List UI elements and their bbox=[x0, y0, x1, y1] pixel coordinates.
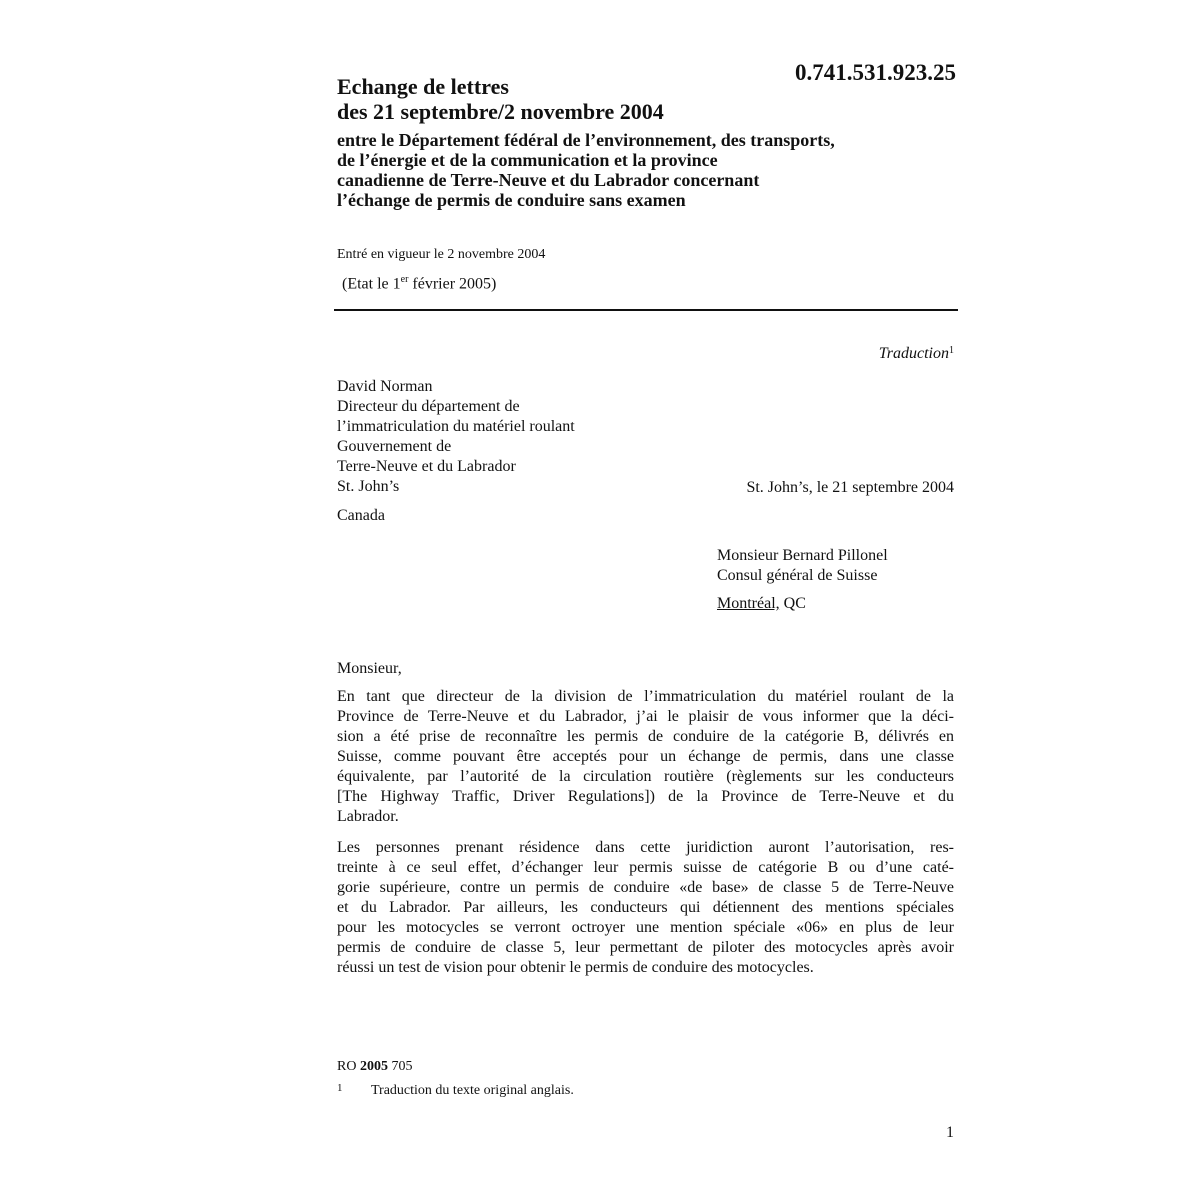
state-suffix: février 2005) bbox=[408, 275, 497, 293]
header-divider bbox=[334, 309, 958, 311]
paragraph-line: gorie supérieure, contre un permis de conduire «de base» de classe 5 de Terre-Neuve bbox=[337, 879, 954, 896]
sender-address bbox=[337, 377, 575, 497]
paragraph-line: Suisse, comme pouvant être acceptés pour un échange de permis, dans une classe bbox=[337, 748, 954, 765]
paragraph-line: treinte à ce seul effet, d’échanger leur permis suisse de catégorie B ou d’une caté- bbox=[337, 859, 954, 876]
footnote-number: 1 bbox=[337, 1082, 343, 1094]
sender-line: Gouvernement de bbox=[337, 438, 452, 455]
paragraph-line: et du Labrador. Par ailleurs, les conducteurs qui détiennent des mentions spéciales bbox=[337, 899, 954, 916]
paragraph-line: Labrador. bbox=[337, 808, 399, 825]
paragraph-2 bbox=[337, 838, 954, 978]
recipient-line: Consul général de Suisse bbox=[717, 567, 878, 584]
subtitle-line: de l’énergie et de la communication et la province bbox=[337, 150, 718, 170]
recipient-province: QC bbox=[779, 595, 806, 612]
recipient-city-line bbox=[717, 594, 806, 614]
entry-into-force: Entré en vigueur le 2 novembre 2004 bbox=[337, 247, 546, 262]
place-and-date: St. John’s, le 21 septembre 2004 bbox=[746, 479, 954, 496]
sender-line: St. John’s bbox=[337, 478, 400, 495]
sender-line: l’immatriculation du matériel roulant bbox=[337, 418, 575, 435]
title-line-2: des 21 septembre/2 novembre 2004 bbox=[337, 99, 664, 124]
footnote-text: Traduction du texte original anglais. bbox=[371, 1083, 574, 1098]
recipient-line: Monsieur Bernard Pillonel bbox=[717, 547, 888, 564]
recipient-address bbox=[717, 546, 888, 586]
sender-country: Canada bbox=[337, 507, 385, 524]
paragraph-line: [The Highway Traffic, Driver Regulations]) de la Province de Terre-Neuve et du bbox=[337, 788, 954, 805]
page-number: 1 bbox=[946, 1124, 954, 1141]
footnote-reference: 1 bbox=[949, 345, 954, 356]
subtitle-line: entre le Département fédéral de l’environnement, des transports, bbox=[337, 130, 835, 150]
sender-line: David Norman bbox=[337, 378, 433, 395]
ro-prefix: RO bbox=[337, 1059, 360, 1074]
paragraph-line: sion a été prise de reconnaître les permis de conduire de la catégorie B, délivrés en bbox=[337, 728, 954, 745]
state-superscript: er bbox=[400, 274, 409, 285]
paragraph-line: Les personnes prenant résidence dans cette juridiction auront l’autorisation, res- bbox=[337, 839, 954, 856]
document-subtitle bbox=[337, 130, 957, 210]
paragraph-1 bbox=[337, 687, 954, 827]
ro-year: 2005 bbox=[359, 1059, 388, 1074]
paragraph-line: Province de Terre-Neuve et du Labrador, j’ai le plaisir de vous informer que la déci- bbox=[337, 708, 954, 725]
paragraph-line: équivalente, par l’autorité de la circulation routière (règlements sur les conducteurs bbox=[337, 768, 954, 785]
footnote bbox=[337, 1079, 574, 1100]
state-date bbox=[342, 269, 496, 295]
recipient-city: Montréal, bbox=[717, 595, 780, 612]
subtitle-line: l’échange de permis de conduire sans examen bbox=[337, 190, 686, 210]
subtitle-line: canadienne de Terre-Neuve et du Labrador concernant bbox=[337, 170, 760, 190]
document-number: 0.741.531.923.25 bbox=[795, 60, 956, 85]
state-prefix: (Etat le 1 bbox=[342, 275, 401, 293]
sender-line: Terre-Neuve et du Labrador bbox=[337, 458, 516, 475]
sender-line: Directeur du département de bbox=[337, 398, 520, 415]
translation-label: Traduction bbox=[878, 345, 949, 362]
title-line-1: Echange de lettres bbox=[337, 74, 509, 99]
paragraph-line: permis de conduire de classe 5, leur permettant de piloter des motocycles après avoir bbox=[337, 939, 954, 956]
official-compilation-reference bbox=[337, 1058, 412, 1076]
paragraph-line: pour les motocycles se verront octroyer une mention spéciale «06» en plus de leur bbox=[337, 919, 954, 936]
ro-page: 705 bbox=[387, 1059, 413, 1074]
translation-note bbox=[700, 340, 954, 365]
salutation: Monsieur, bbox=[337, 660, 402, 677]
paragraph-line: En tant que directeur de la division de l’immatriculation du matériel roulant de la bbox=[337, 688, 954, 705]
document-title bbox=[337, 74, 664, 124]
paragraph-line: réussi un test de vision pour obtenir le permis de conduire des motocycles. bbox=[337, 959, 814, 976]
